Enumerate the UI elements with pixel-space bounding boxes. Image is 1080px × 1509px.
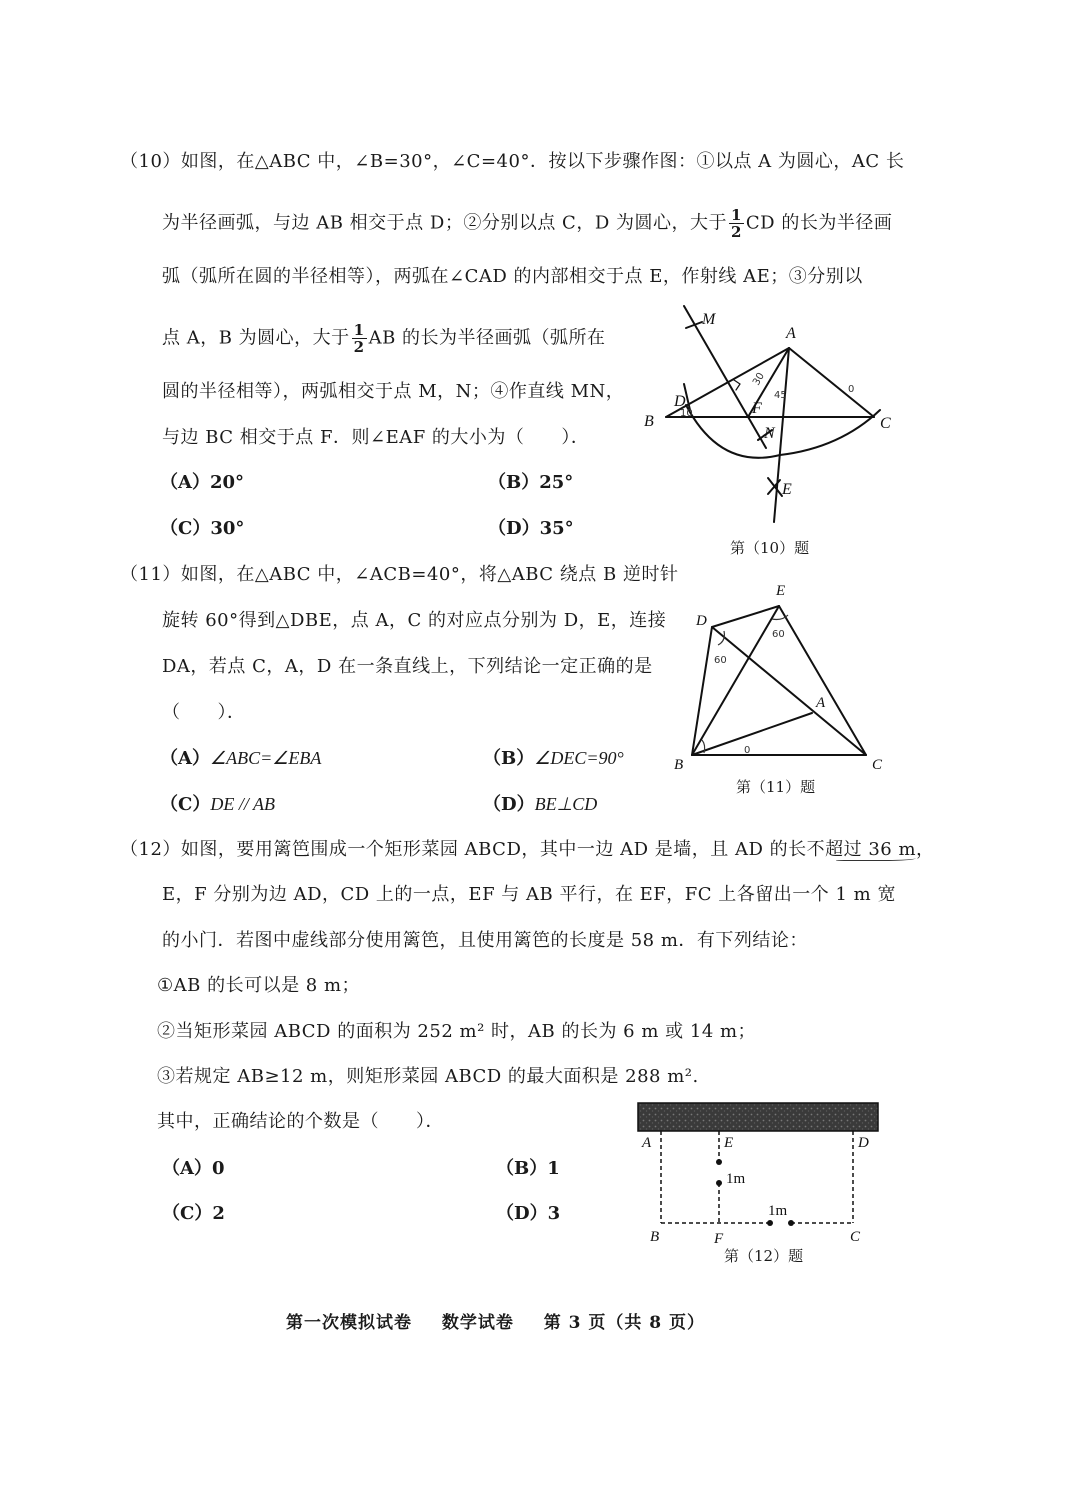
svg-text:1m: 1m — [726, 1171, 746, 1187]
q10-option-d[interactable]: （D）35° — [488, 518, 574, 539]
svg-text:N: N — [764, 425, 775, 442]
page-footer — [286, 1308, 705, 1333]
q10-line-2: 为半径画弧，与边 AB 相交于点 D；②分别以点 C，D 为圆心，大于 $\frac{1}{2}$ CD 的长为半径画 — [162, 206, 893, 241]
svg-text:0: 0 — [744, 745, 751, 756]
svg-text:10: 10 — [680, 408, 693, 419]
svg-text:A: A — [642, 1135, 652, 1151]
q12-conclusion-3: ③若规定 AB≥12 m，则矩形菜园 ABCD 的最大面积是 288 m². — [157, 1066, 699, 1087]
fraction-half: $\frac{1}{2}$ — [353, 321, 365, 356]
svg-text:M: M — [702, 311, 716, 328]
q12-line-3: 的小门．若图中虚线部分使用篱笆，且使用篱笆的长度是 58 m．有下列结论： — [162, 930, 808, 951]
q12-option-d[interactable]: （D）3 — [496, 1203, 561, 1224]
svg-text:C: C — [872, 757, 883, 773]
q10-line-1: （10）如图，在△ABC 中，∠B=30°，∠C=40°．按以下步骤作图：①以点 A 为圆心，AC 长 — [120, 151, 905, 172]
svg-text:0: 0 — [848, 384, 855, 395]
q11-option-d[interactable]: （D）BE⊥CD — [483, 794, 598, 815]
footer-exam-name: 第一次模拟试卷 — [286, 1313, 412, 1333]
q11-figure — [660, 575, 900, 775]
q11-line-1: （11）如图，在△ABC 中，∠ACB=40°，将△ABC 绕点 B 逆时针 — [120, 564, 679, 585]
q11-option-a[interactable]: （A）∠ABC=∠EBA — [160, 748, 322, 769]
q12-option-c[interactable]: （C）2 — [162, 1203, 225, 1224]
fraction-half: $\frac{1}{2}$ — [730, 206, 742, 241]
q10-number: （10） — [120, 151, 181, 172]
q10-line-3: 弧（弧所在圆的半径相等），两弧在∠CAD 的内部相交于点 E，作射线 AE；③分别以 — [162, 266, 863, 287]
svg-text:E: E — [782, 481, 792, 498]
svg-text:C: C — [850, 1229, 861, 1245]
q12-conclusion-1: ①AB 的长可以是 8 m； — [157, 975, 361, 996]
svg-text:C: C — [880, 415, 891, 432]
svg-text:1m: 1m — [768, 1203, 788, 1219]
svg-text:D: D — [696, 613, 707, 629]
q12-option-a[interactable]: （A）0 — [162, 1158, 225, 1179]
svg-text:A: A — [816, 695, 826, 711]
q10-option-a[interactable]: （A）20° — [160, 472, 245, 493]
svg-text:60: 60 — [714, 655, 727, 666]
q12-figure — [630, 1095, 890, 1245]
svg-text:45: 45 — [774, 390, 787, 401]
footer-subject: 数学试卷 — [441, 1313, 514, 1333]
q10-line-6: 与边 BC 相交于点 F．则∠EAF 的大小为（ ）． — [162, 427, 590, 448]
q10-option-c[interactable]: （C）30° — [160, 518, 245, 539]
svg-text:F: F — [752, 400, 762, 417]
svg-text:F: F — [714, 1231, 724, 1245]
svg-text:E: E — [776, 583, 786, 599]
q12-line-2: E，F 分别为边 AD，CD 上的一点，EF 与 AB 平行，在 EF，FC 上各留出一个 1 m 宽 — [162, 884, 896, 905]
q12-conclusion-2: ②当矩形菜园 ABCD 的面积为 252 m² 时，AB 的长为 6 m 或 14 m； — [157, 1021, 757, 1042]
svg-text:E: E — [724, 1135, 734, 1151]
q10-figure — [630, 300, 910, 530]
q10-line-5: 圆的半径相等），两弧相交于点 M，N；④作直线 MN， — [162, 381, 625, 402]
q11-line-3: DA，若点 C，A，D 在一条直线上，下列结论一定正确的是 — [162, 656, 653, 677]
svg-text:B: B — [650, 1229, 660, 1245]
svg-text:30: 30 — [751, 370, 767, 388]
q12-question: 其中，正确结论的个数是（ ）． — [157, 1111, 444, 1132]
q11-line-4: （ ）． — [162, 702, 246, 723]
q11-option-c[interactable]: （C）DE // AB — [160, 794, 275, 815]
q10-figure-caption: 第（10）题 — [730, 539, 810, 557]
svg-text:B: B — [644, 413, 654, 430]
svg-text:B: B — [674, 757, 684, 773]
q12-figure-caption: 第（12）题 — [724, 1247, 804, 1265]
q10-option-b[interactable]: （B）25° — [488, 472, 574, 493]
q11-line-2: 旋转 60°得到△DBE，点 A，C 的对应点分别为 D，E，连接 — [162, 610, 667, 631]
handwritten-underline — [836, 854, 916, 861]
svg-text:A: A — [786, 325, 796, 342]
q11-option-b[interactable]: （B）∠DEC=90° — [483, 748, 624, 769]
svg-text:60: 60 — [772, 629, 785, 640]
q12-line-1: （12）如图，要用篱笆围成一个矩形菜园 ABCD，其中一边 AD 是墙，且 AD 的长不超过 36 m， — [120, 839, 935, 860]
q12-option-b[interactable]: （B）1 — [496, 1158, 560, 1179]
footer-page-number: 第 3 页（共 8 页） — [543, 1313, 706, 1333]
q10-line-4: 点 A，B 为圆心，大于 $\frac{1}{2}$ AB 的长为半径画弧（弧所在 — [162, 321, 606, 356]
q11-figure-caption: 第（11）题 — [736, 778, 816, 796]
svg-text:D: D — [674, 393, 686, 410]
svg-text:D: D — [858, 1135, 869, 1151]
wall — [638, 1103, 878, 1131]
